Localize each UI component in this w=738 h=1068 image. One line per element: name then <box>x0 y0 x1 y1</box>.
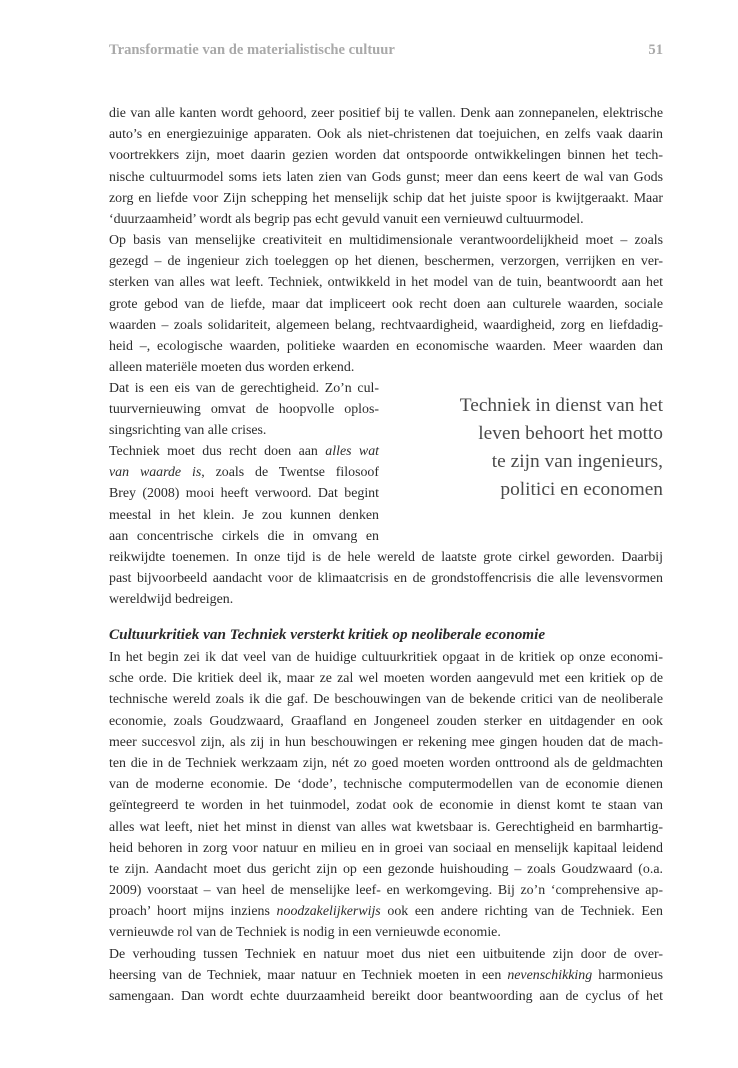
text-line: heid –, ecologische waarden, politieke waarden en economische waarden. Meer waarden dan <box>109 338 663 354</box>
text-line: De verhouding tussen Techniek en natuur moet dus niet een uitbuitende zijn door de over- <box>109 947 663 962</box>
text-line: reikwijdte toenemen. In onze tijd is de hele wereld de laatste grote cirkel geworden. Daarbij <box>109 550 663 565</box>
pull-quote-line: leven behoort het motto <box>478 423 663 444</box>
section-heading: Cultuurkritiek van Techniek versterkt kritiek op neoliberale economie <box>109 626 546 643</box>
text-line: grote gebod van de liefde, maar dat impliceert ook recht doen aan culturele waarden, sociale <box>109 296 663 312</box>
text-line: meer succesvol zijn, als zij in hun beschouwingen er rekening mee gingen houden dat de mach- <box>109 734 663 750</box>
text-line: aan concentrische cirkels die in omvang en <box>109 528 379 544</box>
text-line <box>109 901 663 922</box>
text-line: 2009) voorstaat – van heel de menselijke leef- en werkomgeving. Bij zo’n ‘comprehensive ap- <box>109 883 663 899</box>
text-line: te zijn. Aandacht moet dus gericht zijn op een gezonde huishouding – zoals Goudzwaard (o.a. <box>109 861 663 877</box>
text-run: harmonieus <box>592 968 663 984</box>
text-line: past bijvoorbeeld aandacht voor de klimaatcrisis en de grondstoffencrisis die alle levensvormen <box>109 571 663 587</box>
text-line: heid behoren in zorg voor natuur en milieu en in groei van sociaal en menselijk kapitaal leidend <box>109 840 663 856</box>
text-line: ten die in de Techniek werkzaam zijn, nét zo goed moeten worden onttroond als de geldmachten <box>109 755 663 771</box>
text-line: alles wat leeft, niet het minst in dienst van alles wat kwetsbaar is. Gerechtigheid en barmhartig- <box>109 819 663 835</box>
text-line: In het begin zei ik dat veel van de huidige cultuurkritiek opgaat in de kritiek op onze economi- <box>109 650 663 665</box>
pull-quote <box>405 392 663 504</box>
text-line: voortrekkers zijn, moet daarin gezien worden dat ontspoorde ontwikkelingen binnen het tech- <box>109 148 663 164</box>
running-header <box>109 42 663 62</box>
paragraph-2 <box>109 230 663 378</box>
text-line: gezegd – de ingenieur zich toeleggen op het dienen, beschermen, verzorgen, verrijken en ver- <box>109 254 663 270</box>
text-line: nische cultuurmodel soms iets laten zien van Gods gunst; meer dan eens keert de wal van Gods <box>109 169 663 185</box>
pull-quote-line: te zijn van ingenieurs, <box>491 451 663 472</box>
paragraph-4-narrow <box>109 441 379 547</box>
text-run: proach’ hoort mijns inziens <box>109 904 277 920</box>
paragraph-4-wide <box>109 547 663 611</box>
paragraph-3 <box>109 378 379 442</box>
emphasis: nevenschikking <box>507 968 593 984</box>
emphasis: van waarde is <box>109 465 202 481</box>
text-line <box>109 965 663 986</box>
text-line <box>109 462 379 483</box>
text-line: meestal in het klein. Je zou kunnen denken <box>109 507 379 523</box>
text-line: Op basis van menselijke creativiteit en multidimensionale verantwoordelijkheid moet – zoals <box>109 233 663 248</box>
text-line: van de moderne economie. De ‘dode’, technische computermodellen van de economie dienen <box>109 777 663 793</box>
text-run: , zoals de Twentse filosoof <box>201 465 379 481</box>
text-line: alleen materiële moeten dus worden erkend. <box>109 360 355 376</box>
emphasis: noodzakelijkerwijs <box>276 904 381 920</box>
text-line: tuurvernieuwing omvat de hoopvolle oplos- <box>109 402 379 418</box>
pull-quote-line: Techniek in dienst van het <box>459 395 663 416</box>
text-line: Brey (2008) mooi heeft verwoord. Dat begint <box>109 486 379 502</box>
paragraph-5 <box>109 647 663 944</box>
pull-quote-line: politici en economen <box>500 479 663 500</box>
text-line: technische wereld zoals ik die gaf. De beschouwingen van de bekende critici van de neoliberale <box>109 692 663 708</box>
text-line <box>109 441 379 462</box>
text-run: ook een andere richting van de Techniek. Een <box>380 904 663 920</box>
text-line: sche orde. Die kritiek deel ik, maar ze zal wel moeten worden aangevuld met een kritiek op de <box>109 671 663 687</box>
text-run: heersing van de Techniek, maar natuur en Techniek moeten in een <box>109 968 508 984</box>
text-line: sterken van alles wat leeft. Techniek, ontwikkeld in het model van de tuin, beantwoordt aan het <box>109 275 663 291</box>
text-line: vernieuwde rol van de Techniek is nodig in een vernieuwde economie. <box>109 925 501 941</box>
text-line: singsrichting van alle crises. <box>109 423 267 439</box>
text-line: Dat is een eis van de gerechtigheid. Zo’n cul- <box>109 381 379 396</box>
text-line: waarden – zoals solidariteit, algemeen belang, rechtvaardigheid, waardigheid, zorg en liefdadig- <box>109 317 663 333</box>
paragraph-6 <box>109 944 663 1008</box>
page-number: 51 <box>648 42 663 58</box>
text-line: ‘duurzaamheid’ wordt als begrip pas echt gevuld vanuit een vernieuwd cultuurmodel. <box>109 211 584 227</box>
text-line: die van alle kanten wordt gehoord, zeer positief bij te vallen. Denk aan zonnepanelen, elektrische <box>109 106 663 121</box>
text-line: wereldwijd bedreigen. <box>109 592 234 608</box>
text-line: samengaan. Dan wordt echte duurzaamheid bereikt door beantwoording aan de cyclus of het <box>109 989 663 1005</box>
text-line: zorg en liefde voor Zijn schepping het menselijk schip dat het juiste spoor is kwijtgeraakt. Maar <box>109 190 663 206</box>
emphasis: alles wat <box>325 444 379 459</box>
text-line: economie, zoals Goudzwaard, Graafland en Jongeneel zouden sterker en uitdagender en ook <box>109 713 663 729</box>
text-run: Techniek moet dus recht doen aan <box>109 444 326 459</box>
running-title: Transformatie van de materialistische cultuur <box>109 42 395 58</box>
text-line: geïntegreerd te worden in het tuinmodel, zodat ook de economie in dienst komt te staan van <box>109 798 663 814</box>
text-line: auto’s en energiezuinige apparaten. Ook als niet-christenen dat toejuichen, en zelfs vaak daarin <box>109 127 663 143</box>
paragraph-1 <box>109 103 663 230</box>
